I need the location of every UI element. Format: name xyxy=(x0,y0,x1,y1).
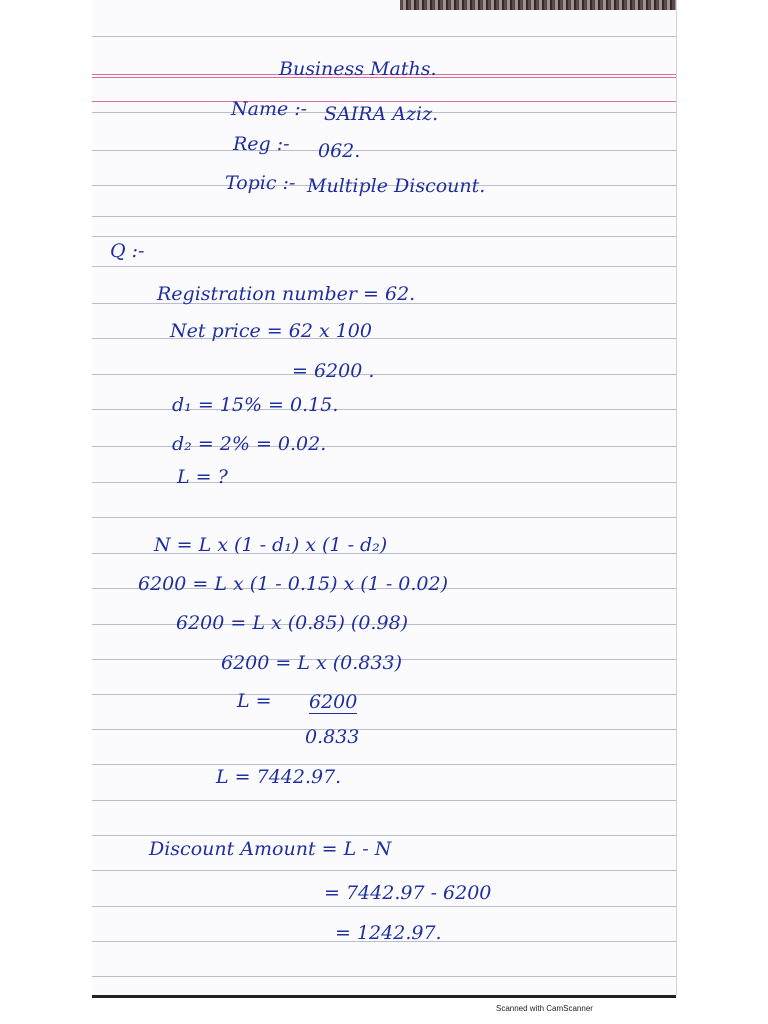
solution-step-4-lhs: L = xyxy=(237,690,272,712)
fraction-denominator: 0.833 xyxy=(305,726,360,748)
solution-result: L = 7442.97. xyxy=(216,766,342,788)
page-bottom-edge xyxy=(92,995,676,998)
topic-label: Topic :- xyxy=(225,172,296,194)
registration-line: Registration number = 62. xyxy=(157,283,416,305)
solution-step-3: 6200 = L x (0.833) xyxy=(221,652,402,674)
name-label: Name :- xyxy=(231,98,308,120)
torn-edge xyxy=(400,0,676,10)
d2-line: d₂ = 2% = 0.02. xyxy=(172,433,327,455)
net-price-line: Net price = 62 x 100 xyxy=(170,320,372,342)
page-title: Business Maths. xyxy=(279,58,437,80)
question-marker: Q :- xyxy=(110,240,145,262)
solution-step-2: 6200 = L x (0.85) (0.98) xyxy=(176,612,409,634)
solution-step-1: 6200 = L x (1 - 0.15) x (1 - 0.02) xyxy=(138,573,448,595)
discount-result: = 1242.97. xyxy=(335,922,442,944)
notebook-page xyxy=(92,0,677,995)
net-price-result: = 6200 . xyxy=(292,360,375,382)
l-unknown-line: L = ? xyxy=(177,466,228,488)
reg-value: 062. xyxy=(318,140,361,162)
scanner-watermark: Scanned with CamScanner xyxy=(496,1004,593,1013)
discount-step-1: = 7442.97 - 6200 xyxy=(324,882,492,904)
name-value: SAIRA Aziz. xyxy=(324,103,439,125)
d1-line: d₁ = 15% = 0.15. xyxy=(172,394,339,416)
discount-line: Discount Amount = L - N xyxy=(149,838,392,860)
fraction-numerator: 6200 xyxy=(309,691,358,713)
formula-line: N = L x (1 - d₁) x (1 - d₂) xyxy=(154,534,388,556)
topic-value: Multiple Discount. xyxy=(307,175,486,197)
reg-label: Reg :- xyxy=(233,133,290,155)
